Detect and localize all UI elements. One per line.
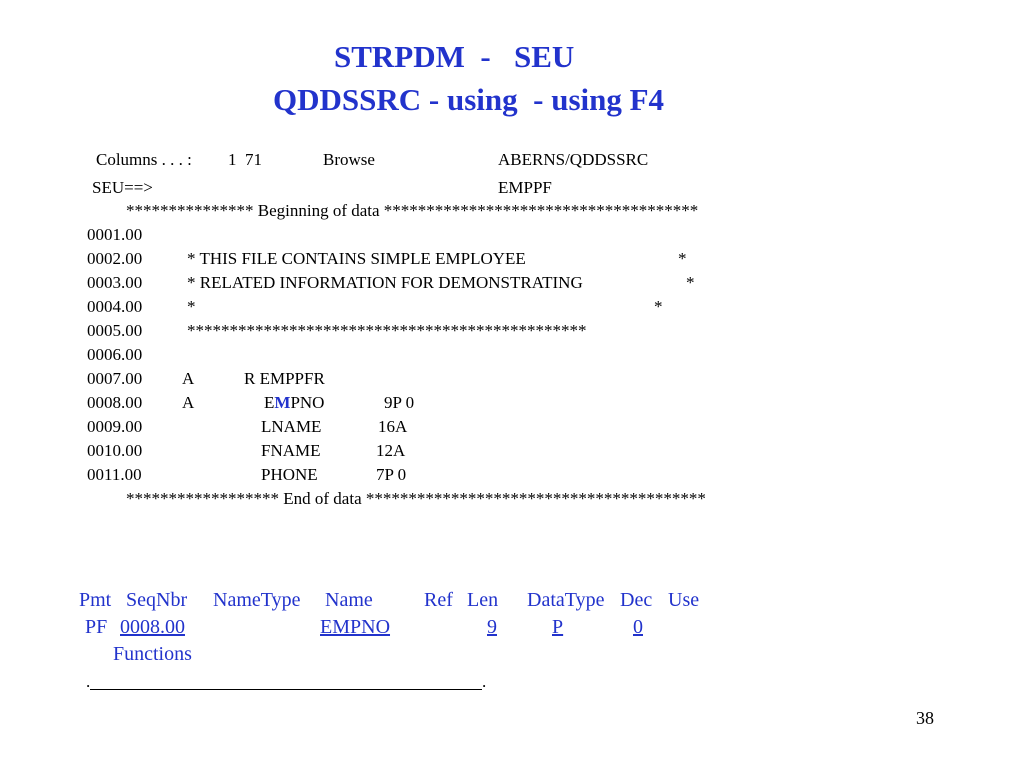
comment-text: * bbox=[187, 297, 196, 316]
spec-type: A bbox=[182, 393, 195, 412]
header-name: Name bbox=[325, 589, 373, 611]
seq-number: 0001.00 bbox=[87, 225, 143, 244]
cursor-character: M bbox=[274, 393, 291, 412]
header-datatype: DataType bbox=[527, 589, 605, 611]
seqnbr-input[interactable]: 0008.00 bbox=[120, 616, 185, 638]
comment-end: * bbox=[654, 297, 663, 316]
seq-number: 0003.00 bbox=[87, 273, 143, 292]
field-name: LNAME bbox=[261, 417, 322, 436]
header-dec: Dec bbox=[620, 589, 653, 611]
datatype-input[interactable]: P bbox=[552, 616, 564, 638]
library-file: ABERNS/QDDSSRC bbox=[498, 150, 649, 169]
functions-input[interactable] bbox=[90, 689, 482, 690]
len-input[interactable]: 9 bbox=[487, 616, 497, 638]
comment-end: * bbox=[678, 249, 687, 268]
header-pmt: Pmt bbox=[79, 589, 112, 611]
comment-text: * THIS FILE CONTAINS SIMPLE EMPLOYEE bbox=[187, 249, 526, 268]
columns-value: 1 71 bbox=[228, 150, 262, 169]
slide-title-line2: QDDSSRC - using - using F4 bbox=[273, 82, 665, 117]
comment-end: * bbox=[686, 273, 695, 292]
field-type: 16A bbox=[378, 417, 408, 436]
header-len: Len bbox=[467, 589, 499, 611]
functions-dot-left: . bbox=[86, 672, 91, 691]
functions-dot-right: . bbox=[482, 672, 487, 691]
functions-label: Functions bbox=[113, 643, 192, 665]
comment-text: *********************************************** bbox=[187, 321, 587, 340]
header-seqnbr: SeqNbr bbox=[126, 589, 188, 611]
seq-number: 0011.00 bbox=[87, 465, 142, 484]
end-of-data-marker: ****************** End of data **************************************** bbox=[126, 489, 706, 508]
seq-number: 0005.00 bbox=[87, 321, 143, 340]
seq-number: 0004.00 bbox=[87, 297, 143, 316]
seq-number: 0007.00 bbox=[87, 369, 143, 388]
field-type: 12A bbox=[376, 441, 406, 460]
seq-number: 0008.00 bbox=[87, 393, 143, 412]
field-name: FNAME bbox=[261, 441, 321, 460]
field-name-prefix: E bbox=[264, 393, 275, 412]
record-format: R EMPPFR bbox=[244, 369, 325, 388]
field-name-empno[interactable] bbox=[264, 393, 324, 413]
field-name: PHONE bbox=[261, 465, 318, 484]
dec-input[interactable]: 0 bbox=[633, 616, 643, 638]
slide-title-line1: STRPDM - SEU bbox=[334, 39, 575, 74]
seq-number: 0010.00 bbox=[87, 441, 143, 460]
member-name: EMPPF bbox=[498, 178, 552, 197]
name-input[interactable]: EMPNO bbox=[320, 616, 391, 638]
slide-number: 38 bbox=[916, 708, 934, 728]
mode-indicator: Browse bbox=[323, 150, 375, 169]
seu-command-prompt[interactable]: SEU==> bbox=[92, 178, 153, 197]
pmt-value: PF bbox=[85, 616, 108, 638]
header-ref: Ref bbox=[424, 589, 453, 611]
header-nametype: NameType bbox=[213, 589, 301, 611]
seq-number: 0006.00 bbox=[87, 345, 143, 364]
spec-type: A bbox=[182, 369, 195, 388]
columns-label: Columns . . . : bbox=[96, 150, 192, 169]
field-type: 9P 0 bbox=[384, 393, 415, 412]
field-type: 7P 0 bbox=[376, 465, 407, 484]
field-name-suffix: PNO bbox=[290, 393, 325, 412]
seq-number: 0009.00 bbox=[87, 417, 143, 436]
comment-text: * RELATED INFORMATION FOR DEMONSTRATING bbox=[187, 273, 583, 292]
header-use: Use bbox=[668, 589, 700, 611]
seq-number: 0002.00 bbox=[87, 249, 143, 268]
begin-of-data-marker: *************** Beginning of data ************************************* bbox=[126, 201, 699, 220]
